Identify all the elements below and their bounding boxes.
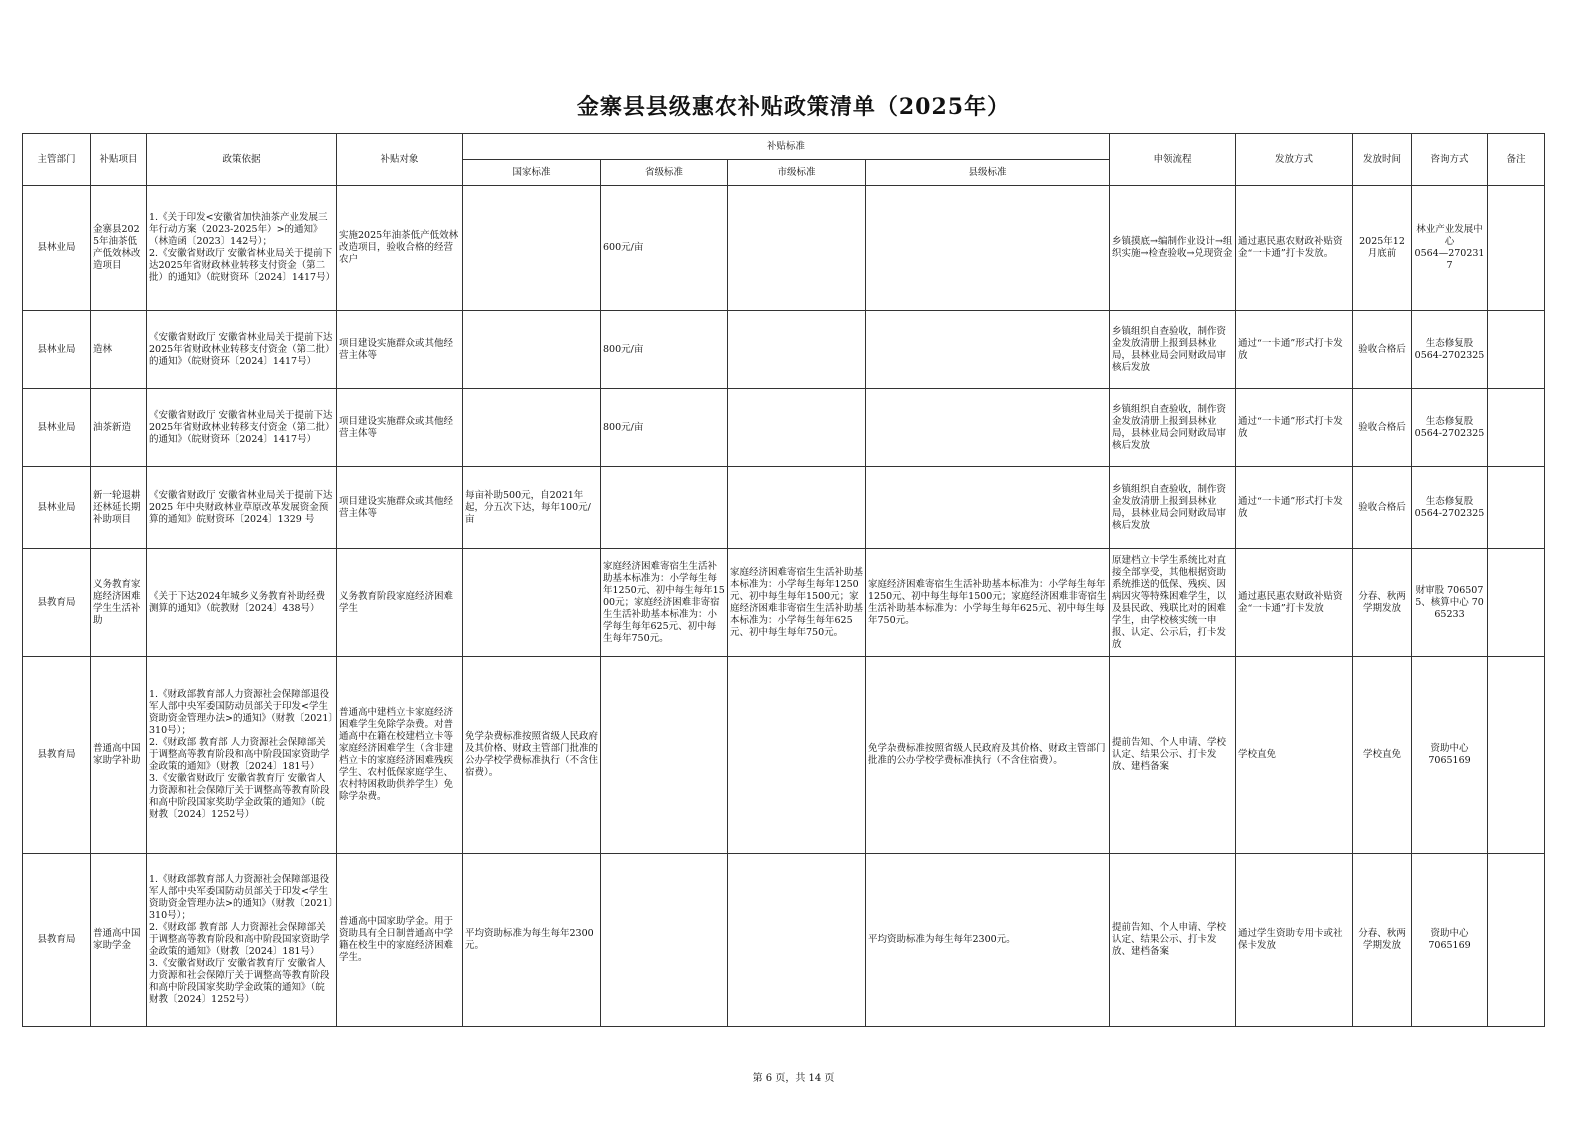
cell-contact: 资助中心 7065169 <box>1412 854 1488 1027</box>
page-title: 金寨县县级惠农补贴政策清单（2025年） <box>576 94 1011 120</box>
cell-method: 通过“一卡通”形式打卡发放 <box>1236 467 1353 549</box>
cell-process: 原建档立卡学生系统比对直接全部享受，其他根据资助系统推送的低保、残疾、因病因灾等特殊困难学生，以及县民政、残联比对的困难学生，由学校核实统一申报、认定、公示后，打卡发放 <box>1110 549 1236 657</box>
cell-remark <box>1488 549 1545 657</box>
cell-target: 义务教育阶段家庭经济困难学生 <box>337 549 463 657</box>
cell-method: 通过“一卡通”形式打卡发放 <box>1236 389 1353 467</box>
cell-item: 义务教育家庭经济困难学生生活补助 <box>91 549 147 657</box>
cell-provincial <box>601 467 728 549</box>
cell-provincial <box>601 854 728 1027</box>
header-county: 县级标准 <box>866 160 1110 186</box>
cell-national: 免学杂费标准按照省级人民政府及其价格、财政主管部门批准的公办学校学费标准执行（不含住宿费）。 <box>463 657 601 854</box>
cell-time: 验收合格后 <box>1353 311 1412 389</box>
cell-county <box>866 186 1110 311</box>
cell-time: 分春、秋两学期发放 <box>1353 549 1412 657</box>
cell-basis: 《关于下达2024年城乡义务教育补助经费测算的通知》（皖教财〔2024〕438号） <box>147 549 337 657</box>
cell-provincial: 800元/亩 <box>601 389 728 467</box>
cell-provincial <box>601 657 728 854</box>
header-time: 发放时间 <box>1353 134 1412 186</box>
cell-remark <box>1488 389 1545 467</box>
cell-city <box>728 467 866 549</box>
cell-time: 学校直免 <box>1353 657 1412 854</box>
header-basis: 政策依据 <box>147 134 337 186</box>
cell-remark <box>1488 311 1545 389</box>
cell-dept: 县教育局 <box>23 854 91 1027</box>
cell-city <box>728 186 866 311</box>
cell-target: 普通高中国家助学金。用于资助具有全日制普通高中学籍在校生中的家庭经济困难学生。 <box>337 854 463 1027</box>
cell-process: 提前告知、个人申请、学校认定、结果公示、打卡发放、建档备案 <box>1110 854 1236 1027</box>
cell-contact: 生态修复股 0564-2702325 <box>1412 311 1488 389</box>
cell-dept: 县林业局 <box>23 389 91 467</box>
cell-method: 通过惠民惠农财政补贴资金“一卡通”打卡发放 <box>1236 549 1353 657</box>
header-contact: 咨询方式 <box>1412 134 1488 186</box>
cell-contact: 林业产业发展中心 0564—2702317 <box>1412 186 1488 311</box>
cell-process: 提前告知、个人申请、学校认定、结果公示、打卡发放、建档备案 <box>1110 657 1236 854</box>
header-national: 国家标准 <box>463 160 601 186</box>
cell-item: 普通高中国家助学金 <box>91 854 147 1027</box>
cell-contact: 财审股 7065075、核算中心 7065233 <box>1412 549 1488 657</box>
table-row <box>23 311 1545 389</box>
header-dept: 主管部门 <box>23 134 91 186</box>
header-method: 发放方式 <box>1236 134 1353 186</box>
cell-county: 平均资助标准为每生每年2300元。 <box>866 854 1110 1027</box>
cell-county <box>866 467 1110 549</box>
cell-basis: 1.《关于印发<安徽省加快油茶产业发展三年行动方案（2023-2025年）>的通知》（林造函〔2023〕142号）； 2.《安徽省财政厅 安徽省林业局关于提前下达2025年省财政林业转移支付资金（第二批）的通知》（皖财资环〔2024〕1417号） <box>147 186 337 311</box>
policy-table <box>22 133 1545 1027</box>
cell-city <box>728 311 866 389</box>
table-row <box>23 854 1545 1027</box>
header-city: 市级标准 <box>728 160 866 186</box>
cell-remark <box>1488 186 1545 311</box>
cell-process: 乡镇组织自查验收，制作资金发放清册上报到县林业局，县林业局会同财政局审核后发放 <box>1110 467 1236 549</box>
cell-contact: 生态修复股 0564-2702325 <box>1412 389 1488 467</box>
cell-dept: 县林业局 <box>23 311 91 389</box>
cell-national <box>463 549 601 657</box>
cell-national: 每亩补助500元，自2021年起，分五次下达，每年100元/亩 <box>463 467 601 549</box>
cell-time: 分春、秋两学期发放 <box>1353 854 1412 1027</box>
table-row <box>23 389 1545 467</box>
table-row <box>23 549 1545 657</box>
cell-remark <box>1488 854 1545 1027</box>
cell-item: 金寨县2025年油茶低产低效林改造项目 <box>91 186 147 311</box>
cell-process: 乡镇摸底→编制作业设计→组织实施→检查验收→兑现资金 <box>1110 186 1236 311</box>
table-row <box>23 467 1545 549</box>
header-item: 补贴项目 <box>91 134 147 186</box>
cell-national <box>463 389 601 467</box>
cell-item: 油茶新造 <box>91 389 147 467</box>
table-row <box>23 657 1545 854</box>
cell-county <box>866 311 1110 389</box>
cell-method: 通过学生资助专用卡或社保卡发放 <box>1236 854 1353 1027</box>
cell-target: 项目建设实施群众或其他经营主体等 <box>337 467 463 549</box>
cell-national <box>463 186 601 311</box>
cell-dept: 县教育局 <box>23 549 91 657</box>
cell-item: 造林 <box>91 311 147 389</box>
cell-time: 验收合格后 <box>1353 467 1412 549</box>
cell-basis: 《安徽省财政厅 安徽省林业局关于提前下达2025年省财政林业转移支付资金（第二批）的通知》（皖财资环〔2024〕1417号） <box>147 389 337 467</box>
page-footer <box>0 1069 1587 1084</box>
cell-time: 2025年12月底前 <box>1353 186 1412 311</box>
cell-time: 验收合格后 <box>1353 389 1412 467</box>
cell-dept: 县林业局 <box>23 467 91 549</box>
header-standard: 补贴标准 <box>463 134 1110 160</box>
cell-basis: 《安徽省财政厅 安徽省林业局关于提前下达2025年省财政林业转移支付资金（第二批）的通知》（皖财资环〔2024〕1417号） <box>147 311 337 389</box>
cell-city <box>728 854 866 1027</box>
cell-national <box>463 311 601 389</box>
cell-city <box>728 657 866 854</box>
cell-method: 学校直免 <box>1236 657 1353 854</box>
cell-basis: 1.《财政部教育部人力资源社会保障部退役军人部中央军委国防动员部关于印发<学生资助资金管理办法>的通知》（财教〔2021〕310号）； 2.《财政部 教育部 人力资源社会保障部关于调整高等教育阶段和高中阶段国家资助学金政策的通知》（财教〔2024〕181号） 3.《安徽省财政厅 安徽省教育厅 安徽省人力资源和社会保障厅关于调整高等教育阶段和高中阶段国家奖助学金政策的通知》（皖财教〔2024〕1252号） <box>147 657 337 854</box>
cell-process: 乡镇组织自查验收，制作资金发放清册上报到县林业局，县林业局会同财政局审核后发放 <box>1110 389 1236 467</box>
cell-dept: 县教育局 <box>23 657 91 854</box>
header-process: 申领流程 <box>1110 134 1236 186</box>
cell-county <box>866 389 1110 467</box>
header-target: 补贴对象 <box>337 134 463 186</box>
cell-county: 家庭经济困难寄宿生生活补助基本标准为：小学每生每年1250元、初中每生每年1500元；家庭经济困难非寄宿生生活补助基本标准为：小学每生每年625元、初中每生每年750元。 <box>866 549 1110 657</box>
cell-city: 家庭经济困难寄宿生生活补助基本标准为：小学每生每年1250元、初中每生每年1500元；家庭经济困难非寄宿生生活补助基本标准为：小学每生每年625元、初中每生每年750元。 <box>728 549 866 657</box>
cell-provincial: 600元/亩 <box>601 186 728 311</box>
cell-process: 乡镇组织自查验收，制作资金发放清册上报到县林业局，县林业局会同财政局审核后发放 <box>1110 311 1236 389</box>
cell-provincial: 800元/亩 <box>601 311 728 389</box>
table-row <box>23 186 1545 311</box>
header-provincial: 省级标准 <box>601 160 728 186</box>
cell-basis: 《安徽省财政厅 安徽省林业局关于提前下达2025 年中央财政林业草原改革发展资金预算的通知》皖财资环〔2024〕1329 号 <box>147 467 337 549</box>
cell-target: 项目建设实施群众或其他经营主体等 <box>337 389 463 467</box>
cell-remark <box>1488 657 1545 854</box>
cell-county: 免学杂费标准按照省级人民政府及其价格、财政主管部门批准的公办学校学费标准执行（不含住宿费）。 <box>866 657 1110 854</box>
cell-contact: 生态修复股 0564-2702325 <box>1412 467 1488 549</box>
cell-item: 新一轮退耕还林延长期补助项目 <box>91 467 147 549</box>
cell-target: 项目建设实施群众或其他经营主体等 <box>337 311 463 389</box>
cell-remark <box>1488 467 1545 549</box>
cell-contact: 资助中心 7065169 <box>1412 657 1488 854</box>
page-number: 第 6 页，共 14 页 <box>752 1073 835 1084</box>
cell-target: 普通高中建档立卡家庭经济困难学生免除学杂费。对普通高中在籍在校建档立卡等家庭经济困难学生（含非建档立卡的家庭经济困难残疾学生、农村低保家庭学生、农村特困救助供养学生）免除学杂费。 <box>337 657 463 854</box>
cell-method: 通过“一卡通”形式打卡发放 <box>1236 311 1353 389</box>
cell-national: 平均资助标准为每生每年2300元。 <box>463 854 601 1027</box>
cell-method: 通过惠民惠农财政补贴资金“一卡通”打卡发放。 <box>1236 186 1353 311</box>
cell-item: 普通高中国家助学补助 <box>91 657 147 854</box>
cell-dept: 县林业局 <box>23 186 91 311</box>
cell-provincial: 家庭经济困难寄宿生生活补助基本标准为：小学每生每年1250元、初中每生每年1500元；家庭经济困难非寄宿生生活补助基本标准为：小学每生每年625元、初中每生每年750元。 <box>601 549 728 657</box>
header-remark: 备注 <box>1488 134 1545 186</box>
cell-city <box>728 389 866 467</box>
cell-basis: 1.《财政部教育部人力资源社会保障部退役军人部中央军委国防动员部关于印发<学生资助资金管理办法>的通知》（财教〔2021〕310号）； 2.《财政部 教育部 人力资源社会保障部关于调整高等教育阶段和高中阶段国家资助学金政策的通知》（财教〔2024〕181号） 3.《安徽省财政厅 安徽省教育厅 安徽省人力资源和社会保障厅关于调整高等教育阶段和高中阶段国家奖助学金政策的通知》（皖财教〔2024〕1252号） <box>147 854 337 1027</box>
cell-target: 实施2025年油茶低产低效林改造项目，验收合格的经营农户 <box>337 186 463 311</box>
